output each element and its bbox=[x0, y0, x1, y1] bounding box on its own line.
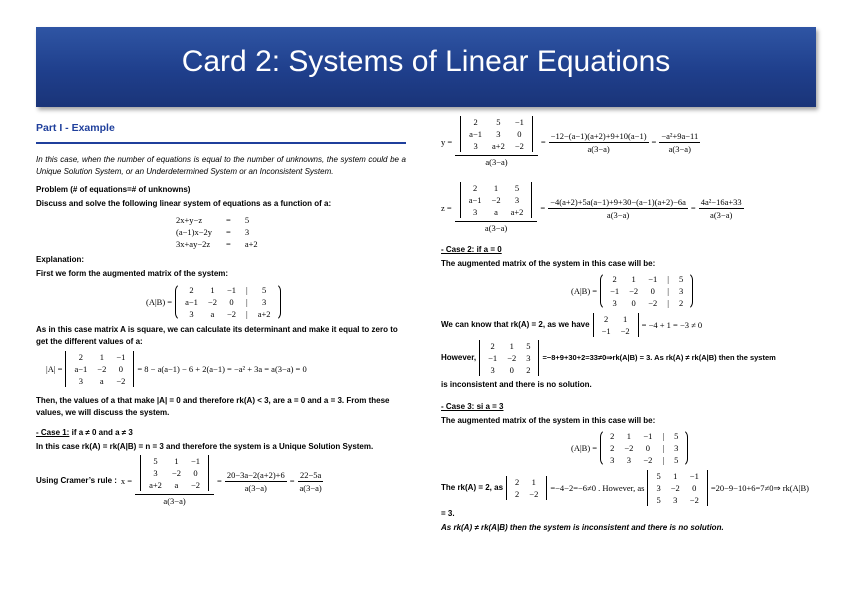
eq-rhs: 3 bbox=[244, 227, 250, 237]
eq-sign: = bbox=[226, 215, 231, 225]
case2-conclusion: is inconsistent and there is no solution. bbox=[441, 380, 592, 389]
eq-lhs: (a−1)x−2y bbox=[176, 227, 213, 237]
title-banner bbox=[36, 27, 816, 107]
case3-minor: 2 1 2 −2 bbox=[506, 476, 547, 500]
x-matrix: 5 1 −1 3 −2 0 a+2 a −2 bbox=[140, 455, 209, 491]
case2-minor-value: = −4 + 1 = −3 ≠ 0 bbox=[641, 320, 703, 330]
x-mid-fraction: $\frac{20-3a-2(a+2)+6}{a(3-a)}$ bbox=[226, 469, 285, 493]
slide-title: Card 2: Systems of Linear Equations bbox=[181, 45, 671, 78]
case2-rank-row bbox=[441, 313, 821, 337]
then-text: Then, the values of a that make |A| = 0 and therefore rk(A) < 3, are a = 0 and a = 3. From these values, we will discuss the system. bbox=[36, 396, 390, 417]
augmented-matrix: 2 1 −1 | 5 a−1 −2 0 | 3 3 a −2 | a+2 bbox=[175, 283, 280, 321]
cramer-x-row: Using Cramer’s rule : x = 5 1 −1 3 −2 0 a+2 a −2 a(3−a) = $\frac{20-3a-2(a+2)+6}{a(3-a)}$ = $\frac{22-5a}{a(3-a)}$ bbox=[36, 456, 322, 506]
augmented-matrix-row bbox=[146, 283, 406, 321]
x-final-fraction: $\frac{22-5a}{a(3-a)}$ bbox=[299, 469, 322, 493]
case3-aug-text: The augmented matrix of the system in this case will be: bbox=[441, 416, 656, 425]
equation-system bbox=[176, 214, 272, 250]
case2-aug-text: The augmented matrix of the system in this case will be: bbox=[441, 259, 656, 268]
z-matrix: 2 1 5 a−1 −2 3 3 a a+2 bbox=[460, 182, 533, 218]
aug-label: (A|B) = bbox=[146, 297, 173, 307]
x-fraction: 5 1 −1 3 −2 0 a+2 a −2 a(3−a) bbox=[135, 455, 214, 507]
square-text: As in this case matrix A is square, we can calculate its determinant and make it equal to zero to get the different values of a: bbox=[36, 325, 398, 346]
eq-lhs: 2x+y−z bbox=[176, 215, 203, 225]
z-fraction: 2 1 5 a−1 −2 3 3 a a+2 a(3−a) bbox=[455, 182, 538, 234]
eq-rhs: 5 bbox=[244, 215, 250, 225]
part-title: Part I - Example bbox=[36, 122, 115, 134]
y-matrix: 2 5 −1 a−1 3 0 3 a+2 −2 bbox=[460, 116, 533, 152]
case1-line bbox=[36, 427, 406, 439]
discuss-text: Discuss and solve the following linear system of equations as a function of a: bbox=[36, 199, 332, 208]
case2-det-matrix: 2 1 5 −1 −2 3 3 0 2 bbox=[479, 340, 539, 376]
case3-eq3: = 3. bbox=[441, 509, 455, 518]
case3-rank-row bbox=[441, 470, 821, 506]
determinant-row bbox=[46, 351, 406, 387]
y-label: y = bbox=[441, 137, 453, 147]
eq-sign: = bbox=[226, 227, 231, 237]
case3-aug-row: (A|B) = 2 1 −1 | 5 2 −2 0 | 3 3 3 −2 | 5 bbox=[571, 429, 821, 467]
case3-minor-value: =−4−2=−6≠0 . However, as bbox=[550, 483, 645, 493]
y-final-fraction: $\frac{\text{−a²+9a−11}}{a(3-a)}$ bbox=[661, 130, 699, 154]
right-column bbox=[441, 116, 821, 536]
det-label: |A| = bbox=[46, 364, 63, 374]
problem-heading: Problem (# of equations=# of unknowns) bbox=[36, 185, 191, 194]
cramer-label: Using Cramer’s rule : bbox=[36, 476, 117, 485]
case1-condition: if a ≠ 0 and a ≠ 3 bbox=[71, 428, 133, 437]
z-label: z = bbox=[441, 203, 452, 213]
cramer-z-row: z = 2 1 5 a−1 −2 3 3 a a+2 a(3−a) = $\frac{-4(a+2)+5a(a-1)+9+30-(a-1)(a+2)-6a}{a(3-a)}$ = $\frac{\text{4a²−16a+33}}{a(3-a)}$ bbox=[441, 183, 742, 233]
eq-rhs: a+2 bbox=[244, 239, 258, 249]
case2-minor: 2 1 −1 −2 bbox=[593, 313, 639, 337]
y-mid-fraction: $\frac{-12-(a-1)(a+2)+9+10(a-1)}{a(3-a)}$ bbox=[550, 130, 647, 154]
case3-aug-matrix: 2 1 −1 | 5 2 −2 0 | 3 3 3 −2 | 5 bbox=[600, 429, 688, 467]
case2-det-value: =−8+9+30+2=33≠0⇒rk(A|B) = 3. As rk(A) ≠ rk(A|B) then the system bbox=[542, 353, 776, 362]
case3-rank-text: The rk(A) = 2, as bbox=[441, 483, 504, 492]
explanation-label: Explanation: bbox=[36, 255, 85, 264]
case2-however: However, bbox=[441, 353, 477, 362]
y-fraction: 2 5 −1 a−1 3 0 3 a+2 −2 a(3−a) bbox=[455, 116, 538, 168]
explanation-first: First we form the augmented matrix of the system: bbox=[36, 269, 229, 278]
case2-aug-row: (A|B) = 2 1 −1 | 5 −1 −2 0 | 3 3 0 −2 | 2 bbox=[571, 272, 821, 310]
case2-heading: - Case 2: if a = 0 bbox=[441, 245, 502, 254]
left-column bbox=[36, 120, 406, 507]
case3-det-matrix: 5 1 −1 3 −2 0 5 3 −2 bbox=[647, 470, 707, 506]
case1-text: In this case rk(A) = rk(A|B) = n = 3 and therefore the system is a Unique Solution System. bbox=[36, 442, 374, 451]
title-rule bbox=[36, 142, 406, 144]
eq-lhs: 3x+ay−2z bbox=[176, 239, 211, 249]
case2-aug-matrix: 2 1 −1 | 5 −1 −2 0 | 3 3 0 −2 | 2 bbox=[600, 272, 693, 310]
z-final-fraction: $\frac{\text{4a²−16a+33}}{a(3-a)}$ bbox=[700, 196, 742, 220]
cramer-y-row: y = 2 5 −1 a−1 3 0 3 a+2 −2 a(3−a) = $\frac{-12-(a-1)(a+2)+9+10(a-1)}{a(3-a)}$ = $\frac{\text{−a²+9a−11}}{a(3-a)}$ bbox=[441, 117, 699, 167]
det-result: = 8 − a(a−1) − 6 + 2(a−1) = −a² + 3a = a(3−a) = 0 bbox=[137, 364, 307, 374]
z-mid-fraction: $\frac{-4(a+2)+5a(a-1)+9+30-(a-1)(a+2)-6a}{a(3-a)}$ bbox=[550, 196, 686, 220]
x-label: x = bbox=[120, 476, 133, 486]
case2-rank-text: We can know that rk(A) = 2, as we have bbox=[441, 320, 590, 329]
eq-sign: = bbox=[226, 239, 231, 249]
determinant-matrix: 2 1 −1 a−1 −2 0 3 a −2 bbox=[65, 351, 134, 387]
case3-det-value: =20−9−10+6=7≠0⇒ rk(A|B) bbox=[710, 483, 809, 493]
case1-heading: - Case 1: bbox=[36, 428, 70, 437]
intro-text: In this case, when the number of equations is equal to the number of unknowns, the system could be a Unique Solution System, or an Underdetermined System or an Inconsistent System. bbox=[36, 155, 406, 176]
case3-conclusion: As rk(A) ≠ rk(A|B) then the system is inconsistent and there is no solution. bbox=[441, 523, 724, 532]
case3-heading: - Case 3: si a = 3 bbox=[441, 402, 504, 411]
case2-det-row bbox=[441, 340, 821, 376]
